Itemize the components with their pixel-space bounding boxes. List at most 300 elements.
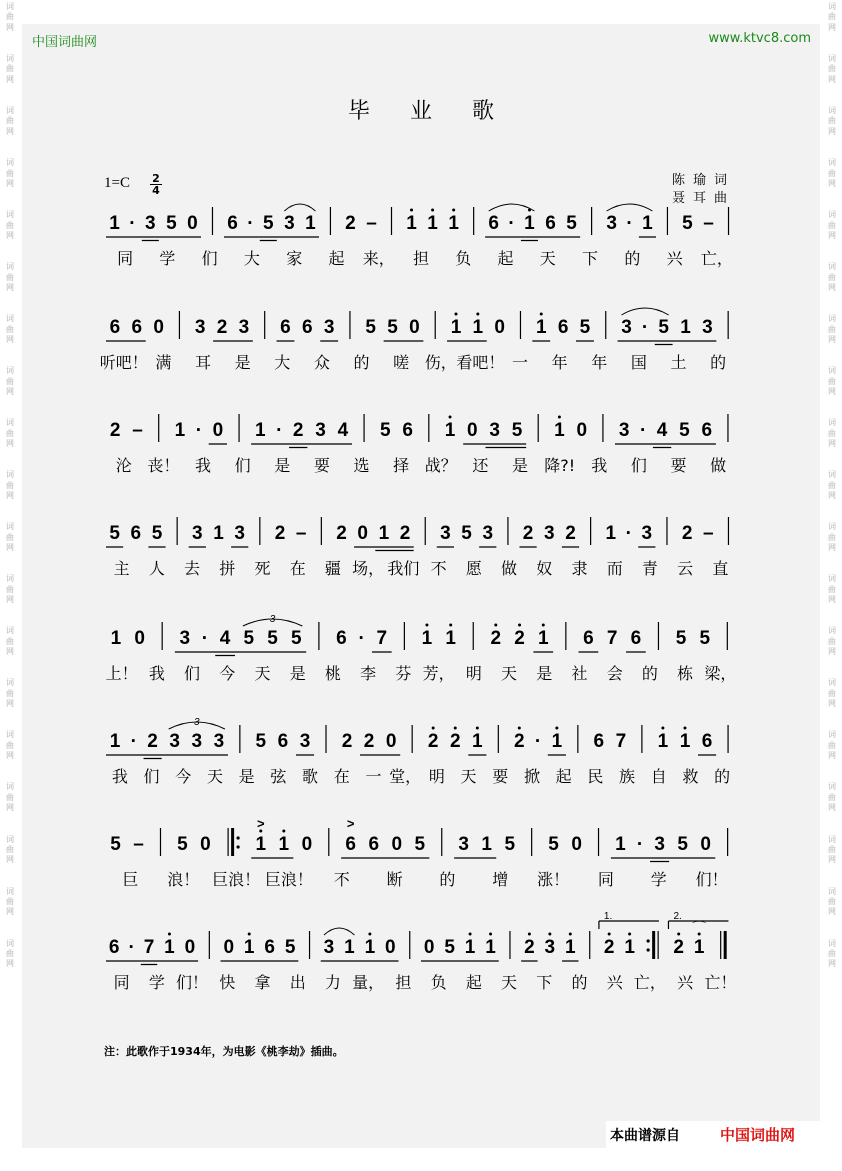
lyric-syllable: 芬 [395, 664, 412, 683]
lyric-syllable: 起 [465, 973, 482, 992]
note: 5 [177, 834, 188, 855]
lyric-syllable: 青 [641, 559, 658, 578]
lyric-syllable: 的 [714, 767, 731, 786]
note: 7 [376, 628, 388, 649]
lyric-syllable: 兴 [677, 973, 694, 992]
high-octave-dot [608, 933, 611, 936]
high-octave-dot [683, 727, 686, 730]
dot-note: · [639, 420, 647, 441]
lyric-syllable: 起 [555, 767, 572, 786]
lyric-syllable: 伤， [424, 353, 457, 372]
lyric-syllable: 做 [501, 559, 518, 578]
note: 1 [344, 937, 355, 958]
note: 1 [406, 213, 417, 234]
note: 6 [108, 937, 120, 958]
note: 6 [280, 317, 291, 338]
lyric-syllable: 学 [148, 973, 165, 992]
lyric-syllable: 的 [353, 353, 370, 372]
note: 0 [385, 937, 396, 958]
lyric-syllable: 增 [492, 870, 509, 889]
lyric-syllable: 大 [274, 353, 291, 372]
lyric-syllable: 堂， [389, 767, 422, 786]
site-name[interactable]: 中国词曲网 [32, 35, 98, 50]
lyric-syllable: 起 [328, 249, 345, 268]
note: 1 [110, 628, 122, 649]
note: 0 [385, 731, 397, 752]
note: 1 [243, 937, 255, 958]
lyric-syllable: 力 [324, 973, 341, 992]
note: 3 [618, 420, 630, 441]
lyric-syllable: 国 [630, 353, 647, 372]
lyric-syllable: 一 [512, 353, 529, 372]
lyricist: 陈瑜词 [672, 173, 736, 188]
note: 2 [449, 731, 461, 752]
note: 1 [164, 937, 175, 958]
high-octave-dot [489, 933, 492, 936]
lyric-syllable: 家 [286, 249, 303, 268]
note: 5 [387, 317, 398, 338]
lyric-syllable: 救 [682, 767, 699, 786]
note: 2 [603, 937, 615, 958]
note: 2 [216, 317, 228, 338]
dash-note: – [295, 523, 307, 544]
dot-note: · [508, 213, 515, 234]
composer: 聂耳曲 [672, 191, 736, 206]
note: 3 [702, 317, 713, 338]
triplet-label: 3 [269, 614, 276, 625]
volta-label: 2. [673, 911, 682, 922]
high-octave-dot [410, 209, 413, 212]
note: 6 [336, 628, 347, 649]
note: 5 [267, 628, 278, 649]
dash-note: – [703, 213, 714, 234]
lyric-syllable: 自 [650, 767, 667, 786]
note: 2 [341, 731, 353, 752]
note: 0 [212, 420, 224, 441]
dot-note: · [534, 731, 542, 752]
lyric-syllable: 拼 [219, 559, 236, 578]
note: 6 [488, 213, 499, 234]
note: 1 [427, 213, 438, 234]
note: 5 [675, 628, 687, 649]
lyric-syllable: 而 [606, 559, 623, 578]
note: 3 [179, 628, 191, 649]
key-signature: 1=C [104, 175, 130, 191]
note: 1 [254, 420, 266, 441]
lyric-syllable: 我 [195, 456, 212, 475]
accent-mark: > [256, 816, 265, 831]
lyric-syllable: 学 [159, 249, 176, 268]
note: 6 [557, 317, 569, 338]
lyric-syllable: 天 [501, 973, 518, 992]
high-octave-dot [569, 933, 572, 936]
lyric-syllable: 择 [393, 456, 410, 475]
note: 6 [109, 317, 121, 338]
note: 3 [238, 317, 250, 338]
note: 1 [554, 420, 565, 441]
lyric-syllable: 不 [333, 870, 350, 889]
lyric-syllable: 负 [430, 973, 447, 992]
note: 1 [537, 628, 549, 649]
note: 1 [109, 731, 121, 752]
note: 5 [109, 523, 120, 544]
lyric-syllable: 是 [238, 767, 255, 786]
triplet-label: 3 [193, 717, 200, 728]
lyric-syllable: 在 [333, 767, 350, 786]
note: 6 [345, 834, 356, 855]
high-octave-dot [248, 933, 251, 936]
note: 2 [522, 523, 534, 544]
note: 1 [615, 834, 626, 855]
lyric-syllable: 担 [395, 973, 412, 992]
note: 1 [485, 937, 496, 958]
source-footer[interactable] [606, 1121, 820, 1149]
lyric-syllable: 是 [512, 456, 529, 475]
note: 3 [621, 317, 632, 338]
note: 3 [458, 834, 469, 855]
lyric-syllable: 奴 [536, 559, 553, 578]
note: 3 [284, 213, 295, 234]
repeat-start-bar [231, 828, 234, 856]
note: 6 [264, 937, 275, 958]
note: 6 [545, 213, 556, 234]
dot-note: · [201, 628, 209, 649]
note: 0 [184, 937, 196, 958]
lyric-syllable: 亡， [700, 249, 733, 268]
repeat-dot [647, 939, 650, 942]
lyric-syllable: 耳 [195, 353, 212, 372]
lyric-syllable: 明 [465, 664, 482, 683]
note: 5 [461, 523, 472, 544]
lyric-syllable: 我 [148, 664, 165, 683]
note: 2 [673, 937, 684, 958]
lyric-syllable: 歌 [302, 767, 319, 786]
note: 1 [448, 213, 459, 234]
fermata-mark: ⌒ [692, 920, 707, 936]
lyric-syllable: 下 [582, 249, 599, 268]
lyric-syllable: 快 [219, 973, 236, 992]
note: 5 [504, 834, 516, 855]
note: 2 [681, 523, 693, 544]
repeat-dot [237, 845, 240, 848]
note: 1 [255, 834, 267, 855]
lyric-syllable: 天 [254, 664, 271, 683]
lyric-syllable: 听吧！ [99, 353, 148, 372]
note: 2 [524, 937, 535, 958]
note: 0 [223, 937, 235, 958]
lyric-syllable: 们 [184, 664, 201, 683]
note: 3 [654, 834, 665, 855]
note: 1 [693, 937, 705, 958]
lyric-syllable: 的 [624, 249, 641, 268]
note: 2 [147, 731, 158, 752]
lyric-syllable: 不 [430, 559, 447, 578]
dash-note: – [132, 420, 143, 441]
lyric-syllable: 民 [587, 767, 604, 786]
note: 5 [658, 317, 669, 338]
note: 6 [593, 731, 605, 752]
lyric-syllable: 的 [439, 870, 456, 889]
lyric-syllable: 还 [472, 456, 489, 475]
note: 1 [605, 523, 617, 544]
note: 2 [292, 420, 304, 441]
high-octave-dot [282, 830, 285, 833]
note: 3 [191, 731, 203, 752]
repeat-dot [647, 948, 650, 951]
lyric-syllable: 涨！ [537, 870, 570, 889]
lyric-syllable: 年 [551, 353, 568, 372]
lyric-syllable: 云 [677, 559, 694, 578]
dot-note: · [247, 213, 254, 234]
lyric-syllable: 嗟 [393, 353, 410, 372]
source-label: 本曲谱源自 [610, 1128, 680, 1144]
high-octave-dot [518, 727, 521, 730]
note: 1 [535, 317, 547, 338]
note: 0 [571, 834, 582, 855]
slur [489, 204, 535, 211]
note: 6 [630, 628, 642, 649]
note: 5 [379, 420, 391, 441]
note: 1 [657, 731, 669, 752]
lyric-syllable: 断 [386, 870, 403, 889]
lyric-syllable: 众 [313, 353, 330, 372]
note: 6 [131, 317, 143, 338]
source-site[interactable]: 中国词曲网 [720, 1126, 796, 1144]
lyric-syllable: 李 [360, 664, 377, 683]
note: 1 [551, 731, 563, 752]
note: 3 [544, 937, 556, 958]
lyric-syllable: 巨浪！ [264, 870, 313, 889]
lyric-syllable: 是 [274, 456, 291, 475]
note: 1 [445, 628, 456, 649]
lyric-syllable: 直 [712, 559, 729, 578]
note: 3 [323, 937, 335, 958]
note: 1 [213, 523, 224, 544]
lyric-syllable: 担 [412, 249, 430, 268]
note: 2 [399, 523, 411, 544]
lyric-syllable: 天 [501, 664, 518, 683]
note: 6 [277, 731, 289, 752]
lyric-syllable: 是 [289, 664, 306, 683]
high-octave-dot [476, 727, 479, 730]
note: 5 [365, 317, 377, 338]
note: 1 [481, 834, 492, 855]
note: 0 [409, 317, 420, 338]
note: 5 [677, 834, 688, 855]
note: 2 [427, 731, 439, 752]
note: 5 [414, 834, 426, 855]
lyric-syllable: 做 [710, 456, 727, 475]
high-octave-dot [432, 727, 435, 730]
lyric-syllable: 学 [650, 870, 667, 889]
lyric-syllable: 年 [591, 353, 608, 372]
lyric-syllable: 巨浪！ [212, 870, 261, 889]
note: 2 [514, 731, 525, 752]
high-octave-dot [368, 933, 371, 936]
volta-label: 1. [603, 911, 613, 922]
lyric-syllable: 要 [492, 767, 509, 786]
note: 0 [494, 317, 505, 338]
high-octave-dot [431, 209, 434, 212]
note: 1 [464, 937, 476, 958]
note: 7 [143, 937, 155, 958]
note: 3 [192, 523, 203, 544]
dash-note: – [133, 834, 144, 855]
note: 2 [336, 523, 347, 544]
dot-note: · [129, 213, 136, 234]
lyric-syllable: 族 [619, 767, 636, 786]
slur [607, 204, 653, 211]
high-octave-dot [540, 313, 543, 316]
note: 1 [679, 731, 691, 752]
lyric-syllable: 兴 [666, 249, 683, 268]
note: 1 [444, 420, 456, 441]
note: 3 [440, 523, 451, 544]
note: 1 [364, 937, 376, 958]
note: 6 [701, 420, 713, 441]
note: 4 [656, 420, 668, 441]
dash-note: – [703, 523, 714, 544]
note: 3 [543, 523, 555, 544]
note: 1 [278, 834, 290, 855]
lyric-syllable: 场， [352, 559, 385, 578]
note: 2 [274, 523, 286, 544]
note: 5 [682, 213, 693, 234]
dot-note: · [130, 731, 137, 752]
note: 2 [514, 628, 525, 649]
note: 1 [305, 213, 316, 234]
note: 6 [701, 731, 713, 752]
high-octave-dot [168, 933, 171, 936]
lyric-syllable: 今 [175, 767, 192, 786]
lyric-syllable: 隶 [571, 559, 588, 578]
left-watermark-text: 词 曲 网 词 曲 网 词 曲 网 词 曲 网 词 曲 网 词 曲 网 词 曲 网 词 曲 网 词 曲 网 词 曲 网 词 曲 网 词 曲 网 词 曲 网 词 曲 网 词 曲 网 词 曲 网 词 曲 网 词 曲 网 词 曲 网 [6, 2, 14, 969]
lyric-syllable: 来， [362, 249, 395, 268]
time-signature-bottom: 4 [150, 184, 162, 196]
note: 0 [301, 834, 313, 855]
lyric-syllable: 人 [148, 559, 165, 578]
lyric-syllable: 在 [289, 559, 306, 578]
song-title: 毕业歌 [347, 99, 534, 124]
note: 1 [378, 523, 390, 544]
note: 2 [109, 420, 121, 441]
note: 5 [166, 213, 177, 234]
note: 5 [444, 937, 455, 958]
high-octave-dot [548, 933, 551, 936]
note: 1 [642, 213, 653, 234]
note: 3 [299, 731, 311, 752]
note: 5 [511, 420, 523, 441]
note: 3 [169, 731, 180, 752]
note: 2 [363, 731, 375, 752]
lyric-syllable: 大 [243, 249, 260, 268]
note: 3 [213, 731, 225, 752]
high-octave-dot [528, 933, 531, 936]
note: 3 [641, 523, 653, 544]
repeat-end-bar [652, 931, 655, 959]
note: 6 [402, 420, 413, 441]
note: 3 [234, 523, 245, 544]
high-octave-dot [555, 727, 558, 730]
note: 0 [200, 834, 211, 855]
lyric-syllable: 是 [536, 664, 553, 683]
lyric-syllable: 掀 [523, 767, 540, 786]
high-octave-dot [425, 624, 428, 627]
high-octave-dot [454, 727, 457, 730]
note: 1 [421, 628, 433, 649]
lyric-syllable: 今 [219, 664, 236, 683]
note: 3 [145, 213, 156, 234]
lyric-syllable: 是 [234, 353, 251, 372]
lyric-syllable: 土 [670, 353, 687, 372]
slur [324, 928, 354, 935]
note: 5 [284, 937, 296, 958]
note: 2 [565, 523, 576, 544]
dot-note: · [128, 937, 135, 958]
accent-mark: > [346, 816, 355, 831]
note: 1 [472, 317, 484, 338]
lyric-syllable: 芳， [422, 664, 455, 683]
time-signature-top: 2 [152, 172, 160, 185]
note: 7 [606, 628, 618, 649]
note: 6 [130, 523, 142, 544]
lyric-syllable: 去 [184, 559, 201, 578]
note: 1 [565, 937, 576, 958]
lyric-syllable: 负 [455, 249, 472, 268]
lyric-syllable: 们 [201, 249, 218, 268]
footnote: 注：此歌作于1934年，为电影《桃李劫》插曲。 [104, 1045, 344, 1058]
note: 7 [615, 731, 627, 752]
lyric-syllable: 会 [606, 664, 623, 683]
lyric-syllable: 沦 [115, 456, 132, 475]
high-octave-dot [454, 313, 457, 316]
note: 5 [291, 628, 302, 649]
lyric-syllable: 我 [111, 767, 128, 786]
dash-note: – [366, 213, 377, 234]
lyric-syllable: 丧！ [147, 456, 180, 475]
note: 0 [467, 420, 478, 441]
note: 0 [187, 213, 198, 234]
note: 3 [323, 317, 335, 338]
lyric-syllable: 浪！ [167, 870, 200, 889]
dot-note: · [276, 420, 283, 441]
lyric-syllable: 看吧！ [456, 353, 505, 372]
high-octave-dot [494, 624, 497, 627]
lyric-syllable: 们 [234, 456, 251, 475]
lyric-syllable: 天 [539, 249, 556, 268]
lyric-syllable: 上！ [105, 664, 138, 683]
lyric-syllable: 的 [571, 973, 588, 992]
lyric-syllable: 桃 [324, 664, 341, 683]
high-octave-dot [628, 933, 631, 936]
lyric-syllable: 同 [113, 973, 130, 992]
lyric-syllable: 亡！ [704, 973, 737, 992]
note: 6 [368, 834, 380, 855]
site-url[interactable]: www.ktvc8.com [708, 31, 811, 46]
lyric-syllable: 降?! [544, 456, 576, 475]
note: 6 [583, 628, 594, 649]
lyric-syllable: 弦 [270, 767, 287, 786]
note: 5 [699, 628, 711, 649]
lyric-syllable: 的 [641, 664, 658, 683]
note: 0 [700, 834, 712, 855]
dot-note: · [625, 523, 632, 544]
note: 4 [337, 420, 349, 441]
slur [284, 204, 315, 211]
high-octave-dot [476, 313, 479, 316]
note: 5 [566, 213, 577, 234]
note: 3 [482, 523, 494, 544]
